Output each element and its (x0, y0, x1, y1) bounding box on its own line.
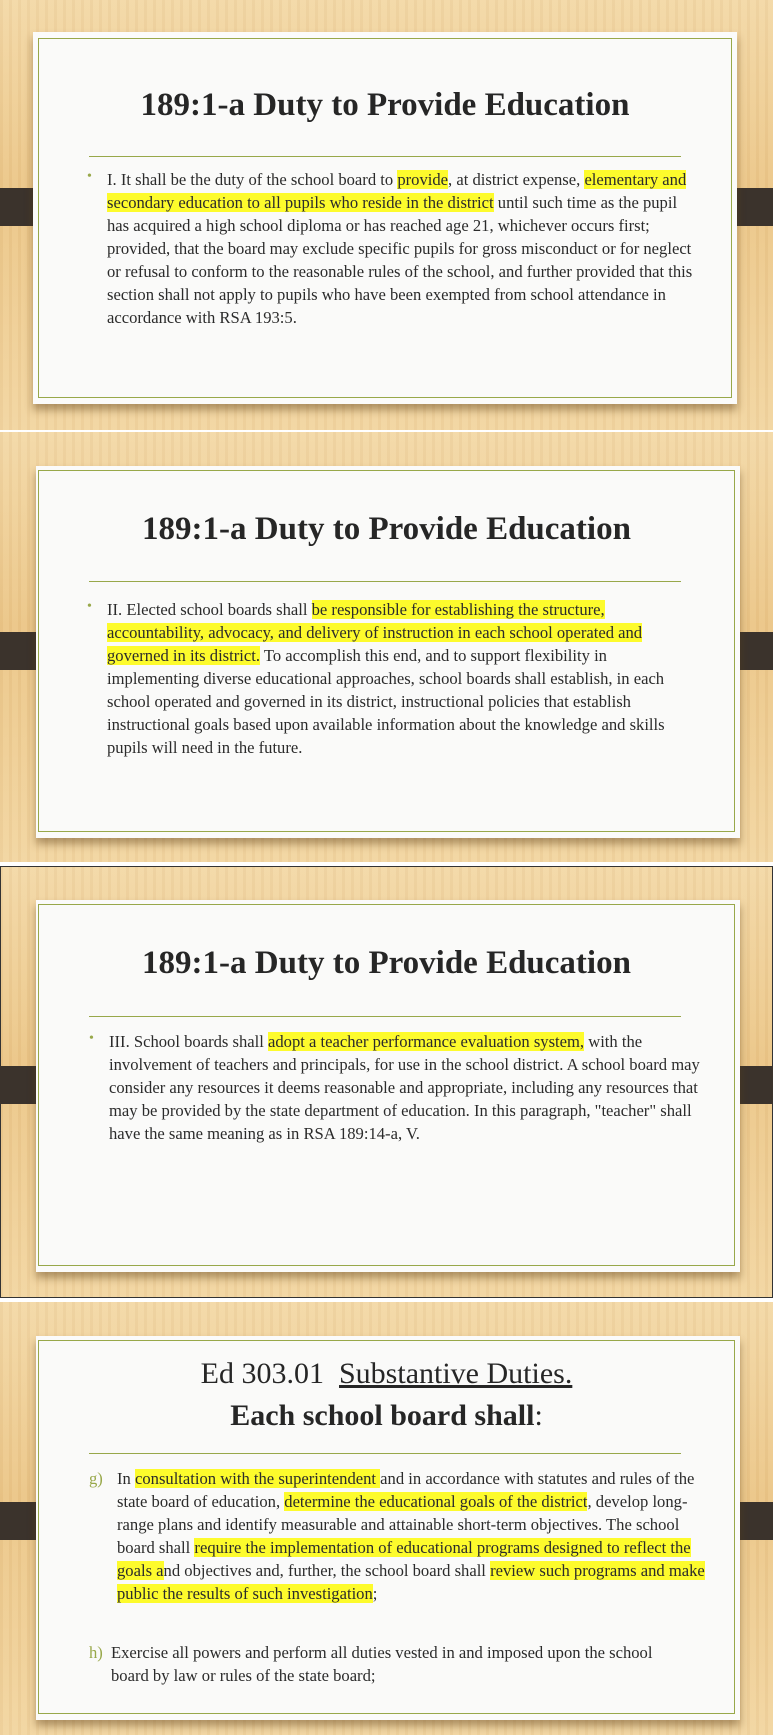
rule-heading: Substantive Duties. (339, 1357, 573, 1390)
slide-body (107, 598, 699, 759)
slide-subtitle (39, 1399, 734, 1433)
body-text: until such time as the pupil has acquired a high school diploma or has reached age 21, whichever occurs first; provided, that the board may exclude specific pupils for gross misconduct or for neglect or refusal to conform to the reasonable rules of the school, and further provided that this section shall not apply to pupils who have been exempted from school attendance in accordance with RSA 193:5. (107, 193, 693, 327)
slide-title: 189:1-a Duty to Provide Education (142, 945, 631, 981)
highlighted-text: determine the educational goals of the district (284, 1492, 588, 1511)
body-text: nd objectives and, further, the school board shall (163, 1561, 491, 1580)
slide-body (109, 1030, 701, 1145)
item-h-body (111, 1641, 691, 1687)
item-g-body (117, 1467, 707, 1605)
body-text: ; (372, 1584, 378, 1603)
subtitle-bold: Each school board shall (230, 1399, 535, 1432)
bullet-icon: • (89, 1031, 94, 1046)
body-text: , at district expense, (448, 170, 585, 189)
slide-body (107, 168, 699, 329)
body-text: III. School boards shall (109, 1032, 268, 1051)
slide-title: 189:1-a Duty to Provide Education (142, 511, 631, 547)
slide-card (38, 904, 735, 1266)
slide-4 (0, 1302, 773, 1735)
body-text: , develop long-range plans and identify measurable and attainable short-term objectives. The school board shall (117, 1492, 688, 1557)
body-text: II. Elected school boards shall (107, 600, 312, 619)
subtitle-colon: : (534, 1399, 543, 1432)
slide-title: 189:1-a Duty to Provide Education (140, 87, 630, 123)
title-divider (89, 156, 681, 157)
rule-code: Ed 303.01 (200, 1357, 324, 1390)
body-text: To accomplish this end, and to support flexibility in implementing diverse educational approaches, school boards shall establish, in each school operated and governed in its district, instructional policies that establish instructional goals based upon available information about the knowledge and skills pupils will need in the future. (107, 646, 665, 757)
highlighted-text: be responsible for establishing the structure, accountability, advocacy, and delivery of instruction in each school operated and governed in its district. (107, 600, 643, 665)
item-label-g: g) (89, 1469, 103, 1488)
slide-1 (0, 0, 773, 430)
body-text: and in accordance with statutes and rules of the state board of education, (117, 1469, 695, 1511)
slide-card (38, 470, 735, 832)
body-text: I. It shall be the duty of the school board to (107, 170, 398, 189)
highlighted-text: provide (397, 170, 449, 189)
slide-3 (0, 866, 773, 1298)
body-text: In (117, 1469, 135, 1488)
highlighted-text: consultation with the superintendent (134, 1469, 381, 1488)
highlighted-text: elementary and secondary education to all pupils who reside in the district (107, 170, 687, 212)
body-text: with the involvement of teachers and principals, for use in the school district. A school board may consider any resources it deems reasonable and appropriate, including any resources that may be provided by the state department of education. In this paragraph, "teacher" shall have the same meaning as in RSA 189:14-a, V. (109, 1032, 700, 1143)
slide-title (39, 1357, 734, 1391)
slide-card (38, 38, 732, 398)
slide-card (38, 1340, 735, 1714)
highlighted-text: adopt a teacher performance evaluation system, (268, 1032, 585, 1051)
title-divider (89, 1016, 681, 1017)
highlighted-text: require the implementation of educational programs designed to reflect the goals a (117, 1538, 691, 1580)
body-text: Exercise all powers and perform all duties vested in and imposed upon the school board by law or rules of the state board; (111, 1643, 653, 1685)
highlighted-text: review such programs and make public the results of such investigation (117, 1561, 705, 1603)
title-divider (89, 581, 681, 582)
title-divider (89, 1453, 681, 1454)
bullet-icon: • (87, 599, 92, 614)
item-label-h: h) (89, 1643, 103, 1662)
slide-2 (0, 432, 773, 862)
bullet-icon: • (87, 169, 92, 184)
